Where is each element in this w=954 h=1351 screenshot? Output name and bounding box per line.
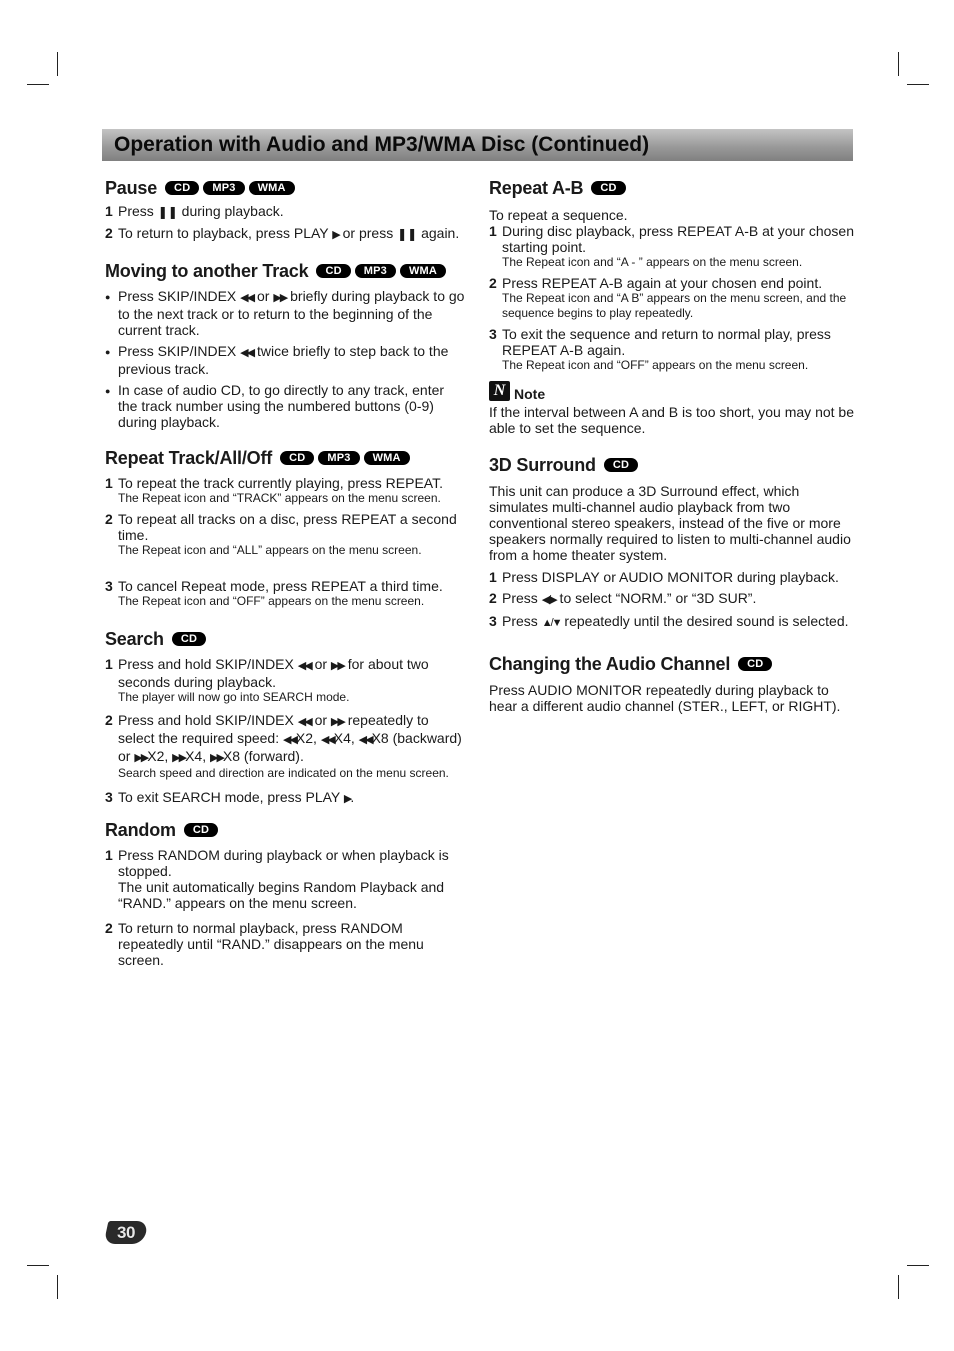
heading-text: 3D Surround [489, 455, 596, 475]
section-heading [105, 177, 467, 199]
disc-badge-cd: CD [165, 181, 199, 195]
section-heading [489, 454, 854, 476]
disc-badge-wma: WMA [364, 451, 410, 465]
play-icon: ▶ [343, 793, 351, 805]
skip-back-icon: ◀◀ [240, 292, 254, 304]
left-column [105, 176, 467, 968]
disc-badge-cd: CD [604, 458, 638, 472]
crop-mark [27, 1265, 49, 1266]
step-2: 2 To repeat all tracks on a disc, press REPEAT a second time. The Repeat icon and “ALL” appears on the menu screen. [105, 511, 457, 557]
section-moving-track [105, 260, 467, 430]
step-1: 1 Press RANDOM during playback or when playback is stopped. The unit automatically begins Random Playback and “RAND.” appears on the menu screen. [105, 847, 449, 911]
disc-badge-mp3: MP3 [318, 451, 359, 465]
note-heading [489, 381, 854, 401]
step-3: 3 To exit the sequence and return to normal play, press REPEAT A-B again. The Repeat icon and “OFF” appears on the menu screen. [489, 326, 831, 372]
step-1: 1 Press DISPLAY or AUDIO MONITOR during playback. [489, 569, 839, 585]
skip-forward-icon: ▶▶ [330, 660, 344, 672]
heading-text: Pause [105, 178, 158, 198]
section-heading [105, 260, 467, 282]
disc-badge-wma: WMA [249, 181, 295, 195]
left-right-arrows-icon: ◀/▶ [541, 594, 556, 606]
step-2: 2 Press and hold SKIP/INDEX ◀◀ or ▶▶ repeatedly to select the required speed: ◀◀X2, ◀◀X4, ◀◀X8 (backward) or ▶▶X2, ▶▶X4, ▶▶X8 (forward). Search speed and direction are indicated on the menu screen. [105, 712, 462, 780]
disc-badge-cd: CD [172, 632, 206, 646]
note-icon: N [489, 381, 510, 401]
section-text: Press AUDIO MONITOR repeatedly during playback to hear a different audio channel (STER., LEFT, or RIGHT). [489, 682, 841, 714]
section-3d-surround [489, 454, 854, 631]
heading-text: Repeat A-B [489, 178, 584, 198]
heading-text: Search [105, 629, 164, 649]
page-number [104, 1221, 149, 1244]
disc-badge-wma: WMA [400, 264, 446, 278]
section-audio-channel [489, 653, 854, 714]
heading-text: Repeat Track/All/Off [105, 448, 273, 468]
bullet-item: ● Press SKIP/INDEX ◀◀ or ▶▶ briefly during playback to go to the next track or to return to the beginning of the current track. [105, 288, 465, 338]
rewind-icon: ◀◀ [358, 734, 372, 746]
bullet-item: ● In case of audio CD, to go directly to any track, enter the track number using the numbered buttons (0-9) during playback. [105, 382, 445, 430]
section-pause [105, 177, 467, 243]
step-3: 3 To exit SEARCH mode, press PLAY ▶. [105, 789, 355, 805]
section-search [105, 628, 467, 807]
step-2: 2 Press REPEAT A-B again at your chosen end point. The Repeat icon and “A B” appears on the menu screen, and the sequence begins to play repeatedly. [489, 275, 847, 320]
page-title: Operation with Audio and MP3/WMA Disc (Continued) [102, 129, 853, 161]
crop-mark [57, 1275, 58, 1299]
right-column [489, 176, 854, 714]
step-2: 2 To return to playback, press PLAY ▶ or press ❚❚ again. [105, 225, 460, 241]
disc-badge-cd: CD [738, 657, 772, 671]
bullet-item: ● Press SKIP/INDEX ◀◀ twice briefly to step back to the previous track. [105, 343, 449, 377]
section-intro: To repeat a sequence. [489, 207, 628, 223]
skip-forward-icon: ▶▶ [273, 292, 287, 304]
heading-text: Random [105, 820, 176, 840]
heading-text: Moving to another Track [105, 261, 309, 281]
step-1: 1 During disc playback, press REPEAT A-B at your chosen starting point. The Repeat icon and “A - ” appears on the menu screen. [489, 223, 854, 269]
crop-mark [907, 1265, 929, 1266]
section-heading [105, 628, 467, 650]
disc-badge-mp3: MP3 [203, 181, 244, 195]
page-number-text: 30 [117, 1223, 135, 1242]
step-1: 1 Press and hold SKIP/INDEX ◀◀ or ▶▶ for about two seconds during playback. The player will now go into SEARCH mode. [105, 656, 429, 704]
section-repeat [105, 447, 467, 609]
crop-mark [898, 52, 899, 76]
crop-mark [57, 52, 58, 76]
fast-forward-icon: ▶▶ [210, 752, 223, 764]
crop-mark [27, 84, 49, 85]
skip-back-icon: ◀◀ [240, 347, 254, 359]
section-heading [489, 653, 854, 675]
pause-icon: ❚❚ [397, 227, 418, 241]
crop-mark [907, 84, 929, 85]
note-label: Note [514, 386, 546, 402]
fast-forward-icon: ▶▶ [172, 752, 186, 764]
disc-badge-cd: CD [316, 264, 350, 278]
disc-badge-cd: CD [280, 451, 314, 465]
step-2: 2 Press ◀/▶ to select “NORM.” or “3D SUR”. [489, 590, 757, 606]
crop-mark [898, 1275, 899, 1299]
step-1: 1 To repeat the track currently playing, press REPEAT. The Repeat icon and “TRACK” appears on the menu screen. [105, 475, 443, 505]
section-random [105, 819, 467, 968]
fast-forward-icon: ▶▶ [134, 752, 148, 764]
section-heading [489, 177, 854, 199]
step-2: 2 To return to normal playback, press RANDOM repeatedly until “RAND.” disappears on the menu screen. [105, 920, 424, 968]
step-3: 3 To cancel Repeat mode, press REPEAT a third time. The Repeat icon and “OFF” appears on the menu screen. [105, 578, 443, 608]
step-1: 1 Press ❚❚ during playback. [105, 203, 284, 219]
step-3: 3 Press ▲/▼ repeatedly until the desired sound is selected. [489, 613, 849, 629]
section-repeat-ab [489, 177, 854, 436]
note-text: If the interval between A and B is too short, you may not be able to set the sequence. [489, 404, 854, 436]
disc-badge-cd: CD [591, 181, 625, 195]
up-down-arrows-icon: ▲/▼ [541, 617, 561, 629]
skip-forward-icon: ▶▶ [330, 716, 344, 728]
heading-text: Changing the Audio Channel [489, 654, 731, 674]
skip-back-icon: ◀◀ [297, 716, 311, 728]
section-heading [105, 447, 467, 469]
disc-badge-mp3: MP3 [355, 264, 396, 278]
section-intro: This unit can produce a 3D Surround effect, which simulates multi-channel audio playback from two conventional stereo speakers, instead of the five or more speakers normally required to listen to multi-channel audio from a home theater system. [489, 483, 851, 563]
section-heading [105, 819, 467, 841]
skip-back-icon: ◀◀ [297, 660, 311, 672]
play-icon: ▶ [332, 229, 339, 241]
pause-icon: ❚❚ [157, 205, 178, 219]
rewind-icon: ◀◀ [320, 734, 334, 746]
disc-badge-cd: CD [184, 823, 218, 837]
rewind-icon: ◀◀ [283, 734, 296, 746]
